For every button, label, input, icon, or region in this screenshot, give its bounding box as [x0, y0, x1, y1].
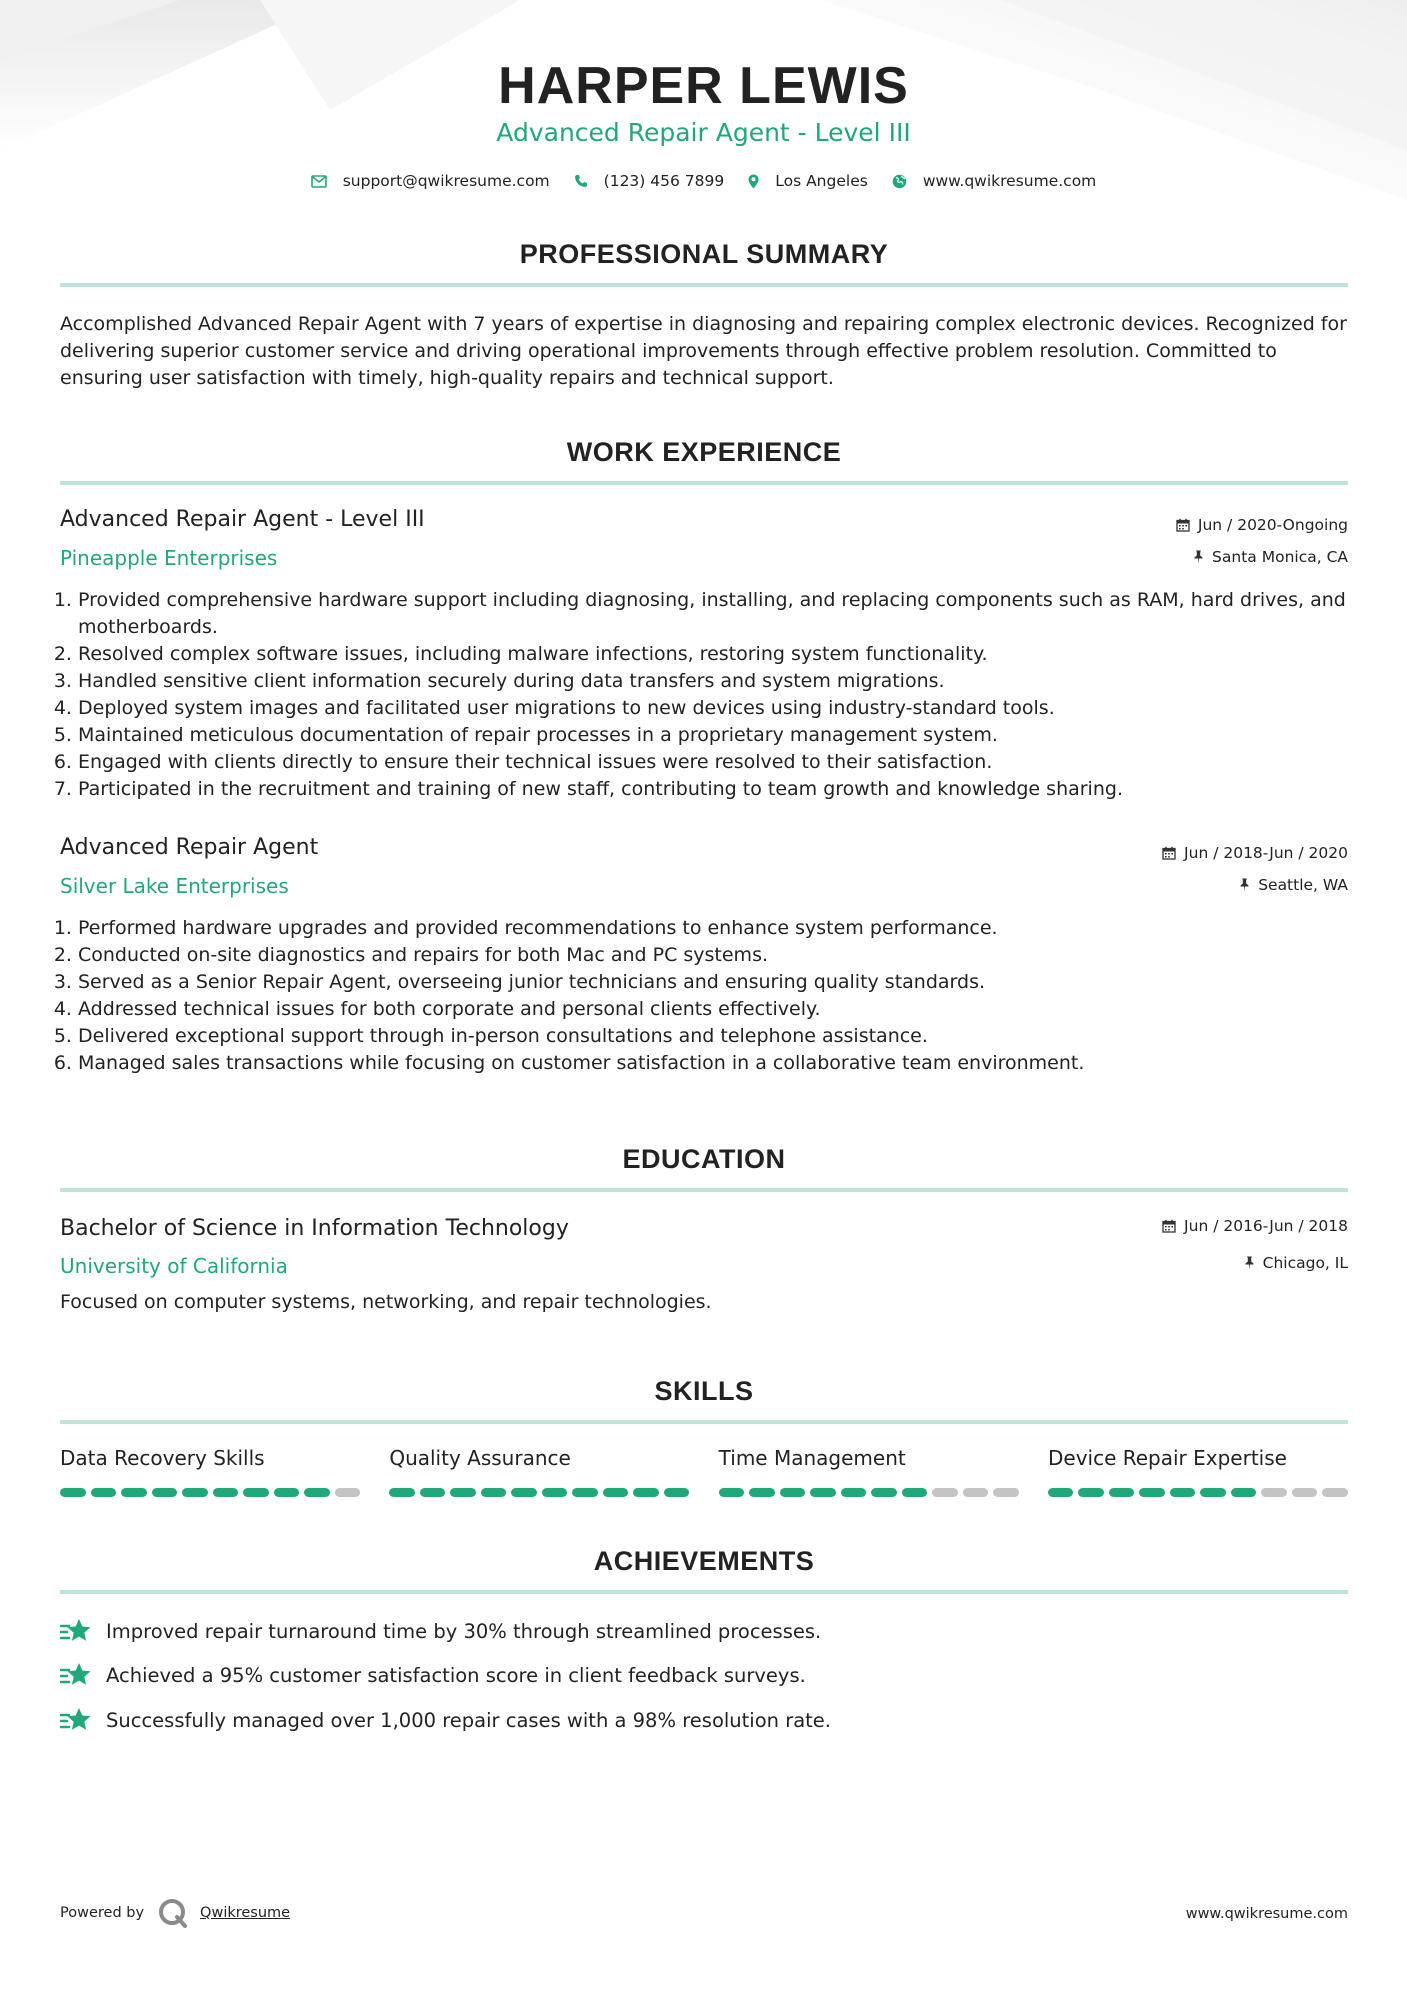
summary-text: Accomplished Advanced Repair Agent with 7 years of expertise in diagnosing and repairing complex electronic devices. Recognized for delivering superior customer service and driving operational improvements through effective problem resolution. Committed to ensuring user satisfaction with timely, high-quality repairs and technical support.	[60, 313, 1347, 389]
skill-name: Device Repair Expertise	[1047, 1446, 1287, 1470]
skill-segment-filled	[481, 1488, 507, 1497]
skill-segment-filled	[871, 1488, 897, 1497]
job-1-role: Advanced Repair Agent - Level III	[60, 507, 425, 532]
pushpin-icon	[1239, 878, 1250, 892]
contact-website[interactable]	[892, 172, 1096, 190]
job-1-dates	[1176, 516, 1348, 534]
list-item: 7. Participated in the recruitment and training of new staff, contributing to team growth and knowledge sharing.	[78, 776, 1366, 803]
skill-segment-filled	[1170, 1488, 1196, 1497]
section-divider	[60, 283, 1348, 287]
achievement-text: Improved repair turnaround time by 30% through streamlined processes.	[106, 1619, 822, 1643]
list-item: 1. Provided comprehensive hardware support including diagnosing, installing, and replacing components such as RAM, hard drives, and motherboards.	[78, 587, 1366, 641]
footer-powered-by	[60, 1898, 290, 1928]
pushpin-icon	[1244, 1256, 1255, 1270]
skills-list	[60, 1446, 1348, 1497]
job-1-dates-text: Jun / 2020-Ongoing	[1197, 516, 1348, 534]
section-divider	[60, 1420, 1348, 1424]
job-2-dates-text: Jun / 2018-Jun / 2020	[1184, 844, 1348, 862]
section-title-experience: WORK EXPERIENCE	[566, 437, 842, 467]
section-title-skills: SKILLS	[654, 1376, 754, 1406]
qwikresume-logo-icon	[158, 1898, 188, 1928]
contact-phone-text: (123) 456 7899	[603, 172, 725, 190]
map-marker-icon	[748, 174, 759, 189]
section-divider	[60, 481, 1348, 485]
skill-segment-empty	[993, 1488, 1019, 1497]
skill-segment-filled	[633, 1488, 659, 1497]
job-2-company: Silver Lake Enterprises	[60, 874, 289, 898]
contact-website-text: www.qwikresume.com	[922, 172, 1097, 190]
skill-segment-filled	[1078, 1488, 1104, 1497]
contact-location	[748, 172, 868, 190]
skill-segment-filled	[91, 1488, 117, 1497]
skill-segment-filled	[749, 1488, 775, 1497]
list-item: 5. Maintained meticulous documentation of repair processes in a proprietary management system.	[78, 722, 1366, 749]
skill-segment-filled	[121, 1488, 147, 1497]
skill-segment-empty	[335, 1488, 361, 1497]
skill-segment-filled	[304, 1488, 330, 1497]
education-school: University of California	[60, 1254, 288, 1278]
job-2-role: Advanced Repair Agent	[60, 835, 319, 860]
education-location	[1244, 1254, 1348, 1272]
skill-segment-filled	[243, 1488, 269, 1497]
pushpin-icon	[1193, 550, 1204, 564]
calendar-icon	[1162, 846, 1176, 860]
list-item: 3. Served as a Senior Repair Agent, overseeing junior technicians and ensuring quality standards.	[78, 969, 1366, 996]
list-item: 5. Delivered exceptional support through in-person consultations and telephone assistance.	[78, 1023, 1366, 1050]
skill-segment-empty	[1292, 1488, 1318, 1497]
skill-segment-filled	[902, 1488, 928, 1497]
section-title-education: EDUCATION	[622, 1144, 786, 1174]
globe-icon	[892, 174, 907, 189]
skill-segment-filled	[213, 1488, 239, 1497]
achievement-text: Achieved a 95% customer satisfaction score in client feedback surveys.	[106, 1663, 806, 1687]
achievement-item	[60, 1662, 806, 1688]
skill-segment-filled	[719, 1488, 745, 1497]
achievement-text: Successfully managed over 1,000 repair cases with a 98% resolution rate.	[106, 1708, 832, 1732]
contact-bar	[0, 172, 1407, 190]
envelope-icon	[311, 175, 327, 188]
skill-segment-filled	[511, 1488, 537, 1497]
section-title-summary: PROFESSIONAL SUMMARY	[519, 239, 889, 269]
skill-level-bar	[60, 1488, 360, 1497]
skill-item	[1048, 1446, 1348, 1497]
skill-segment-filled	[1109, 1488, 1135, 1497]
skill-item	[60, 1446, 360, 1497]
contact-email-text: support@qwikresume.com	[342, 172, 550, 190]
qwikresume-link[interactable]: Qwikresume	[200, 1905, 291, 1921]
skill-level-bar	[1048, 1488, 1348, 1497]
section-divider	[60, 1590, 1348, 1594]
phone-icon	[574, 174, 588, 188]
contact-email[interactable]	[311, 172, 550, 190]
job-1-bullets	[60, 587, 1366, 803]
achievement-item	[60, 1707, 831, 1733]
contact-location-text: Los Angeles	[775, 172, 868, 190]
star-icon	[60, 1618, 92, 1644]
skill-item	[719, 1446, 1019, 1497]
skill-segment-filled	[1200, 1488, 1226, 1497]
job-1-company: Pineapple Enterprises	[60, 546, 278, 570]
skill-level-bar	[719, 1488, 1019, 1497]
section-divider	[60, 1188, 1348, 1192]
skill-name: Quality Assurance	[389, 1446, 571, 1470]
education-description: Focused on computer systems, networking, and repair technologies.	[60, 1291, 712, 1313]
skill-segment-filled	[450, 1488, 476, 1497]
achievement-item	[60, 1618, 821, 1644]
job-2-location	[1239, 876, 1348, 894]
skill-segment-filled	[572, 1488, 598, 1497]
skill-segment-filled	[389, 1488, 415, 1497]
skill-segment-filled	[1139, 1488, 1165, 1497]
job-1-location-text: Santa Monica, CA	[1212, 548, 1348, 566]
candidate-title: Advanced Repair Agent - Level III	[496, 118, 911, 147]
skill-segment-filled	[60, 1488, 86, 1497]
skill-segment-filled	[664, 1488, 690, 1497]
skill-segment-filled	[603, 1488, 629, 1497]
section-title-achievements: ACHIEVEMENTS	[593, 1546, 815, 1576]
skill-segment-filled	[1048, 1488, 1074, 1497]
education-dates	[1162, 1217, 1348, 1235]
contact-phone[interactable]	[574, 172, 725, 190]
skill-segment-empty	[1261, 1488, 1287, 1497]
job-2-location-text: Seattle, WA	[1258, 876, 1348, 894]
list-item: 4. Deployed system images and facilitated user migrations to new devices using industry-standard tools.	[78, 695, 1366, 722]
skill-segment-empty	[932, 1488, 958, 1497]
education-dates-text: Jun / 2016-Jun / 2018	[1184, 1217, 1348, 1235]
skill-segment-empty	[963, 1488, 989, 1497]
education-location-text: Chicago, IL	[1262, 1254, 1348, 1272]
powered-by-label: Powered by	[60, 1905, 145, 1921]
skill-segment-filled	[274, 1488, 300, 1497]
skill-item	[389, 1446, 689, 1497]
list-item: 4. Addressed technical issues for both corporate and personal clients effectively.	[78, 996, 1366, 1023]
list-item: 2. Resolved complex software issues, including malware infections, restoring system functionality.	[78, 641, 1366, 668]
job-1-location	[1193, 548, 1348, 566]
job-2-dates	[1162, 844, 1348, 862]
list-item: 3. Handled sensitive client information securely during data transfers and system migrations.	[78, 668, 1366, 695]
skill-segment-filled	[420, 1488, 446, 1497]
skill-segment-filled	[780, 1488, 806, 1497]
skill-segment-empty	[1322, 1488, 1348, 1497]
skill-level-bar	[389, 1488, 689, 1497]
candidate-name: HARPER LEWIS	[498, 57, 909, 115]
footer-website[interactable]: www.qwikresume.com	[1185, 1906, 1348, 1922]
skill-segment-filled	[152, 1488, 178, 1497]
list-item: 1. Performed hardware upgrades and provided recommendations to enhance system performance.	[78, 915, 1366, 942]
star-icon	[60, 1662, 92, 1688]
skill-segment-filled	[182, 1488, 208, 1497]
skill-segment-filled	[841, 1488, 867, 1497]
star-icon	[60, 1707, 92, 1733]
calendar-icon	[1176, 518, 1190, 532]
list-item: 2. Conducted on-site diagnostics and repairs for both Mac and PC systems.	[78, 942, 1366, 969]
list-item: 6. Managed sales transactions while focusing on customer satisfaction in a collaborative team environment.	[78, 1050, 1366, 1077]
skill-segment-filled	[810, 1488, 836, 1497]
calendar-icon	[1162, 1219, 1176, 1233]
skill-segment-filled	[542, 1488, 568, 1497]
job-2-bullets	[60, 915, 1366, 1077]
skill-name: Time Management	[718, 1446, 906, 1470]
skill-name: Data Recovery Skills	[60, 1446, 265, 1470]
list-item: 6. Engaged with clients directly to ensure their technical issues were resolved to their satisfaction.	[78, 749, 1366, 776]
education-degree: Bachelor of Science in Information Technology	[60, 1216, 569, 1241]
skill-segment-filled	[1231, 1488, 1257, 1497]
